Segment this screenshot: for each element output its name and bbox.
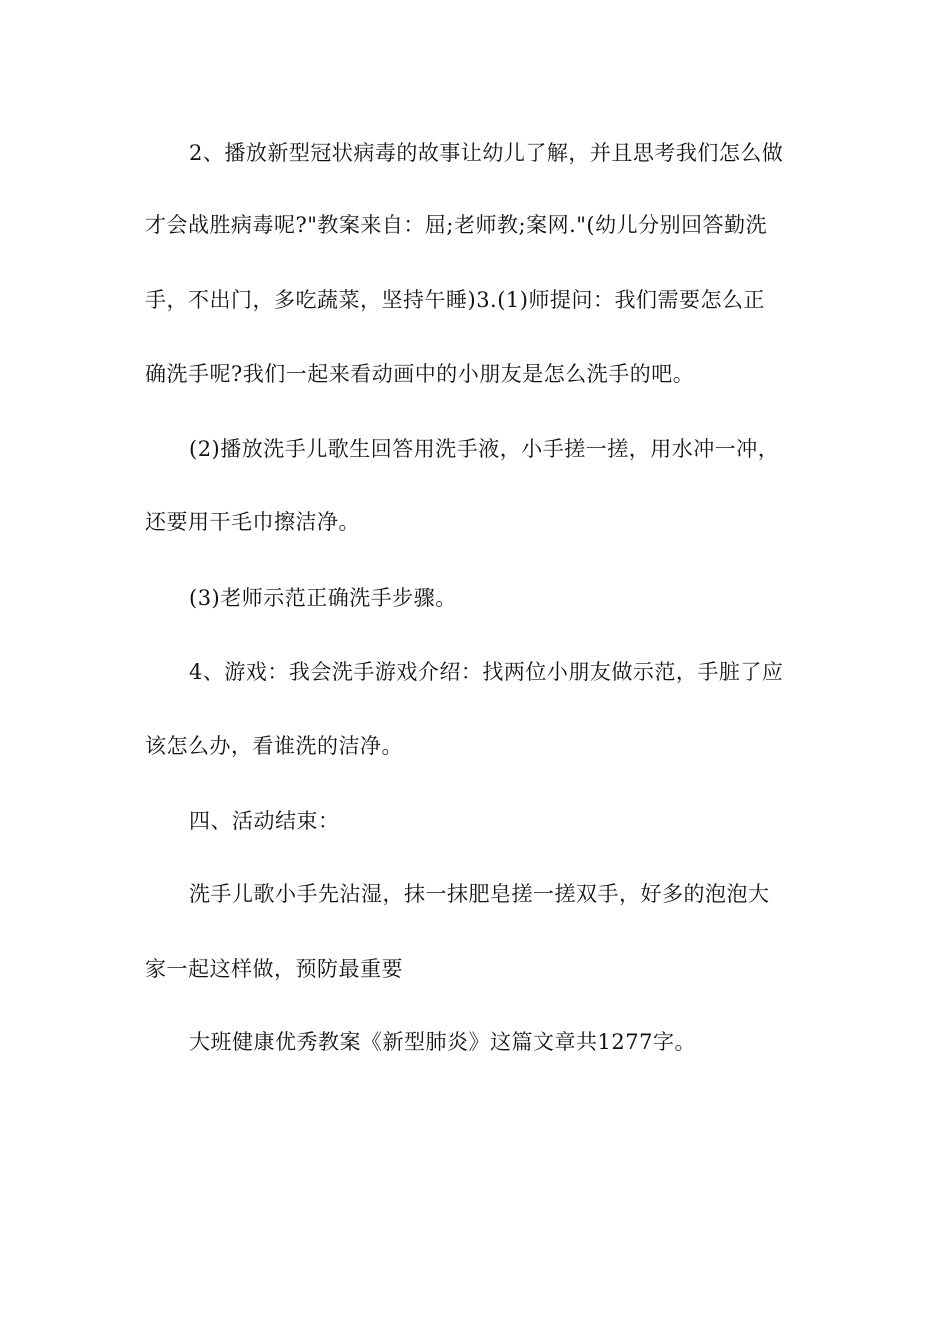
paragraph-line: 该怎么办，看谁洗的洁净。 [145,734,403,758]
paragraph-line: 手，不出门，多吃蔬菜，坚持午睡)3.(1)师提问：我们需要怎么正 [145,288,765,312]
article-footer-note: 大班健康优秀教案《新型肺炎》这篇文章共1277字。 [189,1030,696,1054]
paragraph-line: (2)播放洗手儿歌生回答用洗手液，小手搓一搓，用水冲一冲， [189,437,780,461]
paragraph-line: 洗手儿歌小手先沾湿，抹一抹肥皂搓一搓双手，好多的泡泡大 [189,882,770,906]
paragraph-line: 4、游戏：我会洗手游戏介绍：找两位小朋友做示范，手脏了应 [189,660,784,684]
paragraph-line: 确洗手呢?我们一起来看动画中的小朋友是怎么洗手的吧。 [145,362,695,386]
paragraph-line: 才会战胜病毒呢?"教案来自：屈;老师教;案网."(幼儿分别回答勤洗 [145,213,768,237]
section-heading: 四、活动结束： [189,809,340,833]
paragraph-line: 2、播放新型冠状病毒的故事让幼儿了解，并且思考我们怎么做 [189,141,784,165]
paragraph-line: 家一起这样做，预防最重要 [145,957,403,981]
paragraph-line: 还要用干毛巾擦洁净。 [145,510,360,534]
paragraph-line: (3)老师示范正确洗手步骤。 [189,586,457,610]
